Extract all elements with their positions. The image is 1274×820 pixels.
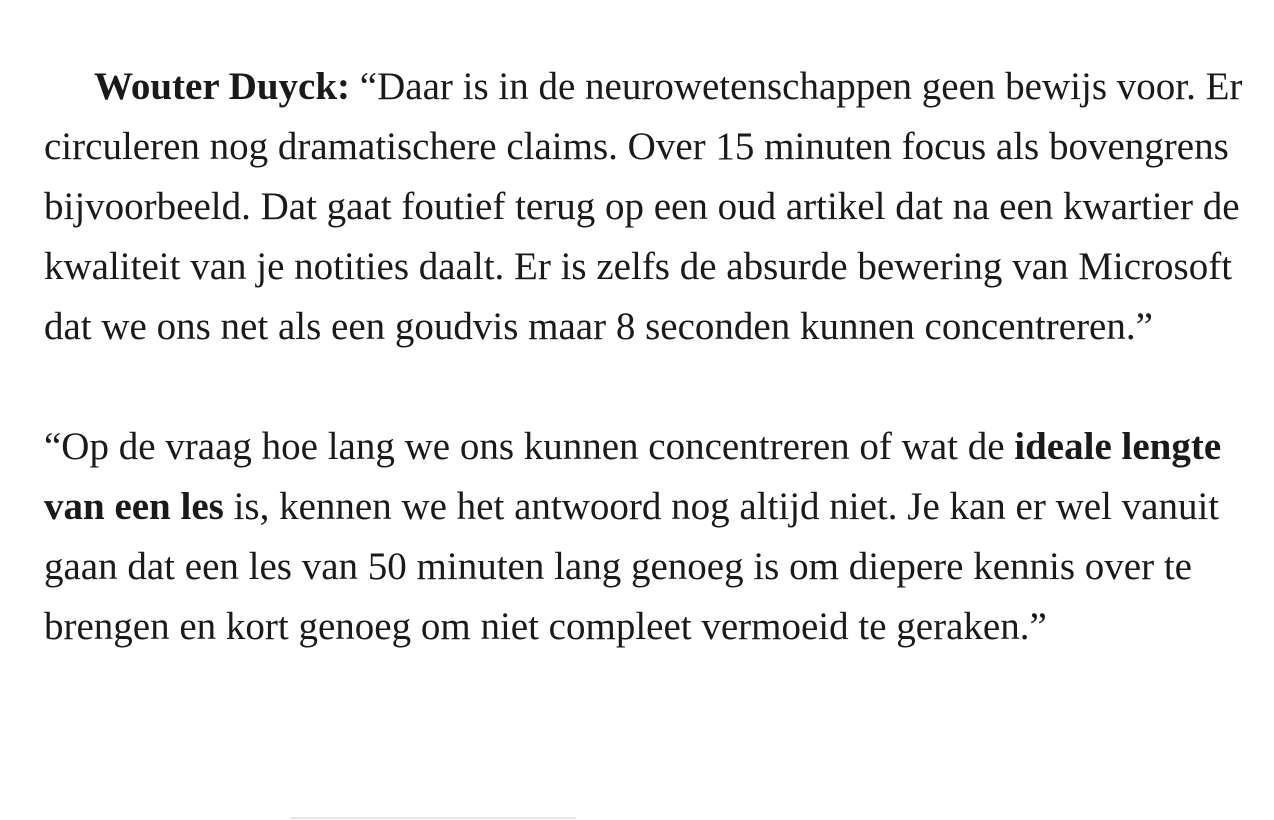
article-body xyxy=(44,57,1254,657)
quote-paragraph-1 xyxy=(44,57,1254,357)
quote-text-2-start: “Op de vraag hoe lang we ons kunnen concentreren of wat de xyxy=(44,425,1015,468)
quote-text-2-end: is, kennen we het antwoord nog altijd niet. Je kan er wel vanuit gaan dat een les van 50 minuten lang genoeg is om diepere kennis over te brengen en kort genoeg om niet compleet vermoeid te geraken.” xyxy=(44,485,1220,648)
quote-paragraph-2 xyxy=(44,417,1254,657)
quote-text-1: “Daar is in de neurowetenschappen geen bewijs voor. Er circuleren nog dramatischere claims. Over 15 minuten focus als bovengrens bijvoorbeeld. Dat gaat foutief terug op een oud artikel dat na een kwartier de kwaliteit van je notities daalt. Er is zelfs de absurde bewering van Microsoft dat we ons net als een goudvis maar 8 seconden kunnen concentreren.” xyxy=(44,65,1243,348)
emphasis-ideal-lesson-length: ideale lengte van een les xyxy=(44,425,1222,528)
speaker-name: Wouter Duyck: xyxy=(94,65,351,108)
section-divider xyxy=(290,817,576,819)
